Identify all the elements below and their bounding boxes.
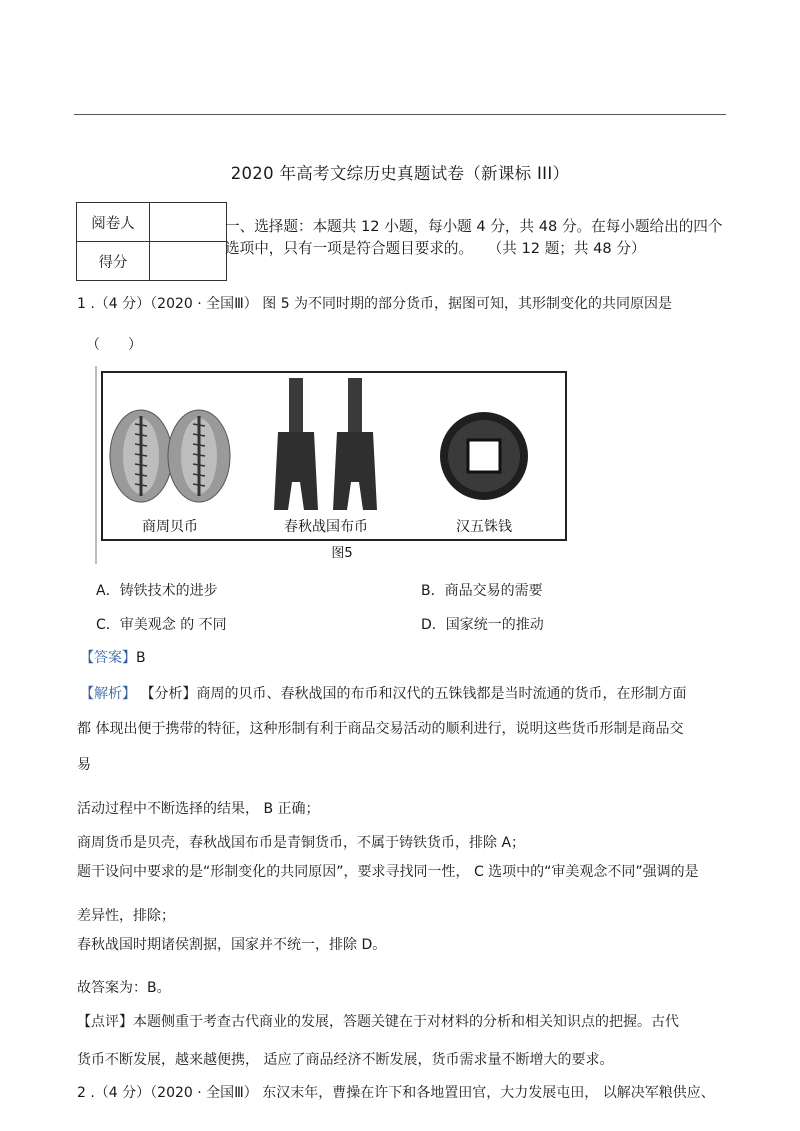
analysis-line-2: 都 体现出便于携带的特征，这种形制有利于商品交易活动的顺利进行，说明这些货币形制是商品交 bbox=[77, 721, 684, 737]
review-line-2: 货币不断发展，越来越便携， 适应了商品经济不断发展，货币需求量不断增大的要求。 bbox=[77, 1052, 614, 1068]
option-a: A．铸铁技术的进步 bbox=[96, 583, 218, 599]
answer-value: B bbox=[136, 650, 146, 666]
option-b: B．商品交易的需要 bbox=[421, 583, 543, 599]
grader-label: 阅卷人 bbox=[77, 203, 150, 242]
question-1-answer-parenthesis: （ ） bbox=[86, 337, 142, 353]
analysis-line-1 bbox=[80, 684, 686, 704]
review-line-1: 【点评】本题侧重于考查古代商业的发展，答题关键在于对材料的分析和相关知识点的把握。古代 bbox=[77, 1014, 679, 1030]
question-2-stem: 2 .（4 分）（2020 · 全国Ⅲ） 东汉末年，曹操在许下和各地置田官，大力发展屯田， 以解决军粮供应、 bbox=[77, 1085, 715, 1101]
figure-caption-cowrie: 商周贝币 bbox=[142, 519, 198, 535]
question-1-stem: 1 .（4 分）（2020 · 全国Ⅲ） 图 5 为不同时期的部分货币，据图可知，其形制变化的共同原因是 bbox=[77, 296, 673, 312]
grader-cell bbox=[150, 203, 227, 242]
option-d: D．国家统一的推动 bbox=[421, 617, 544, 633]
spade-coin-image bbox=[274, 378, 377, 510]
analysis-line-6: 题干设问中要求的是“形制变化的共同原因”，要求寻找同一性， C 选项中的“审美观念不同”强调的是 bbox=[77, 864, 699, 880]
figure-caption-spade: 春秋战国布币 bbox=[284, 519, 368, 535]
analysis-line-3: 易 bbox=[77, 757, 91, 773]
option-c: C．审美观念 的 不同 bbox=[96, 617, 227, 633]
page-title: 2020 年高考文综历史真题试卷（新课标 III） bbox=[230, 164, 570, 183]
currency-figure bbox=[94, 364, 570, 564]
cowrie-shell-image bbox=[110, 410, 230, 502]
score-cell bbox=[150, 242, 227, 281]
header-rule bbox=[74, 114, 726, 115]
score-label: 得分 bbox=[77, 242, 150, 281]
score-table bbox=[76, 202, 227, 281]
analysis-line-4: 活动过程中不断选择的结果， B 正确； bbox=[77, 801, 320, 817]
analysis-tag: 【解析】 bbox=[80, 686, 136, 702]
analysis-line-8: 春秋战国时期诸侯割据，国家并不统一，排除 D。 bbox=[77, 937, 387, 953]
answer-line bbox=[80, 648, 146, 668]
figure-caption-wuzhu: 汉五铢钱 bbox=[456, 519, 512, 535]
figure-label: 图5 bbox=[331, 546, 353, 561]
analysis-text-1: 【分析】商周的贝币、春秋战国的布币和汉代的五铢钱都是当时流通的货币，在形制方面 bbox=[140, 686, 687, 702]
answer-tag: 【答案】 bbox=[80, 650, 136, 666]
section-heading: 一、选择题：本题共 12 小题，每小题 4 分，共 48 分。在每小题给出的四个选项中，只有一项是符合题目要求的。 （共 12 题；共 48 分） bbox=[225, 218, 723, 257]
wuzhu-coin-image bbox=[440, 412, 528, 500]
analysis-line-5: 商周货币是贝壳，春秋战国布币是青铜货币，不属于铸铁货币，排除 A； bbox=[77, 835, 526, 851]
analysis-line-7: 差异性，排除； bbox=[77, 908, 175, 924]
analysis-line-9: 故答案为：B。 bbox=[77, 980, 171, 996]
